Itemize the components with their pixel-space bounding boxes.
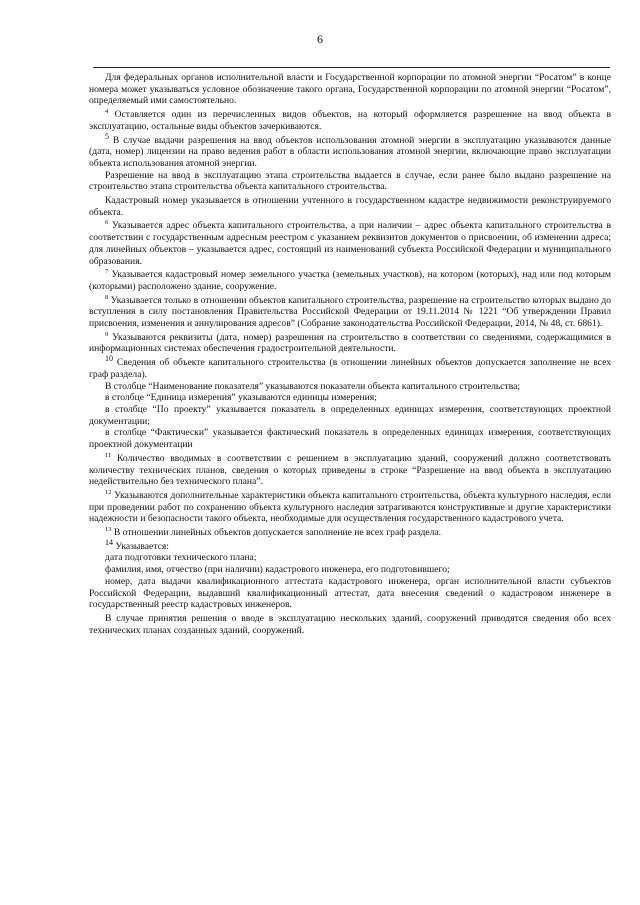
paragraph-text: В столбце “Наименование показателя” указываются показатели объекта капитального строительства; bbox=[105, 380, 521, 392]
paragraph-text: дата подготовки технического плана; bbox=[105, 552, 257, 564]
paragraph-text: Кадастровый номер указывается в отношении учтенного в государственном кадастре недвижимости реконструируемого объекта. bbox=[89, 195, 611, 218]
footnote-marker: 5 bbox=[105, 131, 109, 141]
paragraph-text: В отношении линейных объектов допускается заполнение не всех граф раздела. bbox=[111, 527, 442, 539]
paragraph-text: Указываются дополнительные характеристики объекта капитального строительства, объекта культурного наследия, если при проведении работ по сохранению объекта культурного наследия затрагиваются конструктивные и другие характеристики надежности и безопасности такого объекта, необходимые для осуществления государственного кадастрового учета. bbox=[89, 489, 611, 525]
paragraph-7 bbox=[89, 269, 611, 292]
paragraph-17 bbox=[89, 527, 611, 539]
paragraph-11 bbox=[89, 381, 611, 393]
footnote-marker: 11 bbox=[105, 451, 112, 459]
paragraph-text: в столбце “Фактически” указывается фактический показатель в определенных единицах измерения, соответствующих проектной документации bbox=[89, 427, 611, 451]
paragraph-22 bbox=[89, 613, 611, 636]
paragraph-15 bbox=[89, 453, 611, 488]
paragraph-text: Сведения об объекте капитального строительства (в отношении линейных объектов допускается заполнение не всех граф раздела). bbox=[89, 357, 611, 380]
paragraph-5 bbox=[89, 195, 611, 218]
paragraph-text: Для федеральных органов исполнительной власти и Государственной корпорации по атомной энергии “Росатом” в конце номера может указываться условное обозначение такого органа, Государственной корпорации по атомной энергии “Росатом”, определяемый ими самостоятельно. bbox=[89, 72, 611, 107]
paragraph-text: В случае принятия решения о вводе в эксплуатацию нескольких зданий, сооружений приводятся сведения обо всех технических планах созданных зданий, сооружений. bbox=[89, 612, 611, 636]
paragraph-8 bbox=[89, 295, 611, 330]
footnote-marker: 4 bbox=[105, 107, 109, 115]
paragraph-14 bbox=[89, 427, 611, 450]
footnote-separator-line bbox=[93, 67, 610, 68]
footnote-marker: 10 bbox=[105, 353, 113, 363]
paragraph-text: Указывается кадастровый номер земельного участка (земельных участков), на котором (которых), над или под которым (которыми) расположено здание, сооружение. bbox=[89, 269, 611, 292]
paragraph-text: Количество вводимых в соответствии с решением в эксплуатацию зданий, сооружений должно соответствовать количеству технических планов, сведения о которых приведены в строке “Разрешение на ввод объекта в эксплуатацию недействительно без технического плана”. bbox=[89, 452, 611, 488]
paragraph-16 bbox=[89, 490, 611, 525]
footnote-marker: 9 bbox=[105, 330, 109, 338]
paragraph-3 bbox=[89, 131, 611, 170]
paragraph-text: в столбце “Единица измерения” указываются единицы измерения; bbox=[105, 392, 377, 404]
paragraph-text: В случае выдачи разрешения на ввод объектов использования атомной энергии в эксплуатацию указываются данные (дата, номер) лицензии на право ведения работ в области использования атомной энергии, включающие право эксплуатации объекта использования атомной энергии. bbox=[89, 134, 611, 169]
paragraph-text: фамилия, имя, отчество (при наличии) кадастрового инженера, его подготовившего; bbox=[105, 564, 450, 576]
paragraph-9 bbox=[89, 332, 611, 355]
footnote-marker: 6 bbox=[105, 219, 109, 227]
paragraph-19 bbox=[89, 552, 611, 564]
page-number: 6 bbox=[317, 32, 323, 46]
paragraph-text: Разрешение на ввод в эксплуатацию этапа строительства выдается в случае, если ранее было выдано разрешение на строительство этапа строительства объекта капитального строительства. bbox=[89, 169, 611, 193]
paragraph-13 bbox=[89, 404, 611, 427]
paragraph-text: в столбце “По проекту” указывается показатель в определенных единицах измерения, соответствующих проектной документации; bbox=[89, 403, 611, 427]
paragraph-4 bbox=[89, 170, 611, 193]
paragraph-text: Оставляется один из перечисленных видов объектов, на который оформляется разрешение на ввод объекта в эксплуатацию, остальные виды объектов зачеркиваются. bbox=[89, 109, 611, 132]
footnote-marker: 8 bbox=[105, 293, 109, 301]
paragraph-21 bbox=[89, 576, 611, 611]
paragraph-2 bbox=[89, 109, 611, 132]
paragraph-text: номер, дата выдачи квалификационного аттестата кадастрового инженера, орган исполнительной власти субъектов Российской Федерации, выдавший квалификационный аттестат, дата внесения сведений о кадастровом инженере в государственный реестр кадастровых инженеров. bbox=[89, 575, 611, 611]
footnote-marker: 7 bbox=[105, 268, 109, 276]
paragraph-20 bbox=[89, 564, 611, 576]
paragraph-12 bbox=[89, 392, 611, 404]
paragraph-10 bbox=[89, 353, 611, 380]
paragraph-1 bbox=[89, 72, 611, 107]
footnote-marker: 12 bbox=[105, 488, 112, 496]
paragraph-6 bbox=[89, 220, 611, 267]
footnote-marker: 14 bbox=[105, 537, 113, 547]
footnote-marker: 13 bbox=[105, 525, 112, 533]
paragraph-18 bbox=[89, 537, 611, 553]
footnotes-body bbox=[89, 72, 611, 636]
paragraph-text: Указывается только в отношении объектов капитального строительства, разрешение на строительство которых выдано до вступления в силу постановления Правительства Российской Федерации от 19.11.2014 № 1221 “Об утверждении Правил присвоения, изменения и аннулирования адресов” (Собрание законодательства Российской Федерации, 2014, № 48, ст. 6861). bbox=[89, 294, 611, 330]
paragraph-text: Указывается: bbox=[113, 540, 169, 552]
paragraph-text: Указываются реквизиты (дата, номер) разрешения на строительство в соответствии со сведениями, содержащимися в информационных системах обеспечения градостроительной деятельности. bbox=[89, 331, 611, 355]
paragraph-text: Указывается адрес объекта капитального строительства, а при наличии – адрес объекта капитального строительства в соответствии с государственным адресным реестром с указанием реквизитов документов о присвоении, об изменении адреса; для линейных объектов – указывается адрес, состоящий из наименований субъекта Российской Федерации и муниципального образования. bbox=[89, 220, 611, 267]
